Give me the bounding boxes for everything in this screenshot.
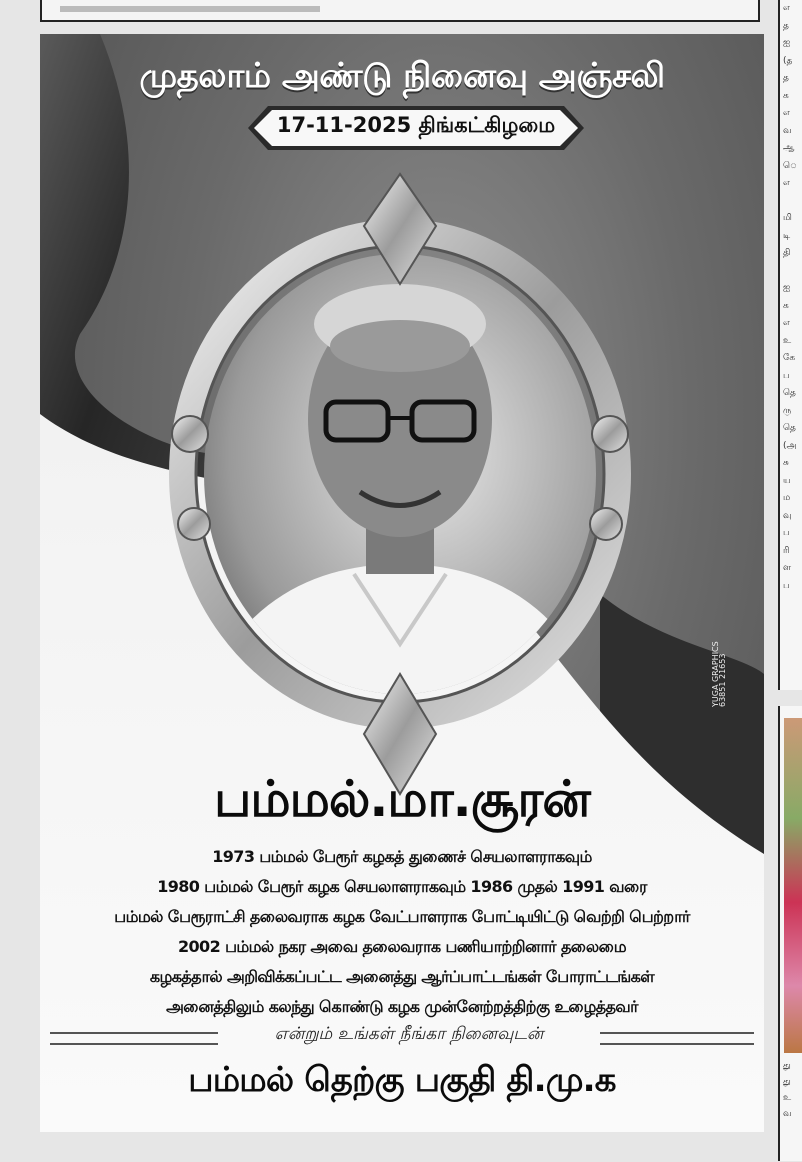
column-fragment: க bbox=[783, 90, 789, 101]
column-fragment: து bbox=[783, 1077, 791, 1087]
svg-text:63851 21653: 63851 21653 bbox=[718, 653, 727, 707]
column-fragment: டி bbox=[783, 230, 791, 241]
column-fragment: வு bbox=[783, 510, 792, 521]
divider-right bbox=[600, 1032, 754, 1045]
column-fragment bbox=[780, 193, 802, 211]
bio-line: பம்மல் பேரூராட்சி தலைவராக கழக வேட்பாளராக போட்டியிட்டு வெற்றி பெற்றார் bbox=[114, 907, 690, 926]
designer-watermark bbox=[712, 599, 726, 709]
portrait-frame bbox=[154, 174, 694, 794]
tagline-row bbox=[40, 1024, 764, 1050]
column-fragment bbox=[780, 263, 802, 281]
memorial-date: 17-11-2025 திங்கட்கிழமை bbox=[276, 113, 556, 137]
column-fragment: தெ bbox=[783, 423, 796, 433]
memorial-heading: முதலாம் அண்டு நினைவு அஞ்சலி bbox=[139, 56, 665, 96]
column-fragment: ஐ bbox=[783, 38, 791, 48]
column-fragment: வ bbox=[783, 125, 792, 136]
previous-article-box bbox=[40, 0, 760, 22]
frame-scroll-left bbox=[172, 416, 208, 452]
column-fragment: உ bbox=[783, 1093, 792, 1103]
column-fragment: உ bbox=[783, 335, 792, 346]
text-fragment bbox=[60, 6, 320, 12]
organization-name: பம்மல் தெற்கு பகுதி தி.மு.க bbox=[188, 1060, 616, 1100]
column-fragment: வ bbox=[783, 1109, 792, 1119]
column-fragment: எ bbox=[783, 178, 791, 188]
column-fragment: ள bbox=[783, 563, 792, 573]
divider-left bbox=[50, 1032, 218, 1045]
column-fragment: ப bbox=[783, 580, 790, 591]
memorial-advertisement bbox=[40, 34, 764, 1132]
column-fragment: ய bbox=[783, 475, 791, 486]
bio-line: 1980 பம்மல் பேரூர் கழக செயலாளராகவும் 1986 முதல் 1991 வரை bbox=[157, 877, 647, 896]
adjacent-photo bbox=[784, 718, 802, 1053]
column-fragment: எ bbox=[783, 3, 791, 13]
frame-scroll-right bbox=[592, 416, 628, 452]
adjacent-caption bbox=[783, 1058, 792, 1122]
tagline: என்றும் உங்கள் நீங்கா நினைவுடன் bbox=[274, 1024, 544, 1044]
column-fragment: எ bbox=[783, 318, 791, 328]
biography bbox=[40, 842, 764, 1022]
column-fragment: த bbox=[783, 20, 789, 31]
deceased-name: பம்மல்.மா.சூரன் bbox=[214, 770, 590, 828]
column-fragment: (த bbox=[783, 55, 793, 66]
column-fragment: ஆ bbox=[783, 143, 795, 153]
column-fragment: க bbox=[783, 300, 789, 311]
bio-line: கழகத்தால் அறிவிக்கப்பட்ட அனைத்து ஆர்ப்பாட்டங்கள் போராட்டங்கள் bbox=[149, 967, 655, 986]
column-fragment: மி bbox=[783, 213, 792, 223]
bio-line: 2002 பம்மல் நகர அவை தலைவராக பணியாற்றினார் தலைமை bbox=[177, 937, 627, 956]
column-fragment: ெ bbox=[783, 160, 797, 171]
adjacent-column-text bbox=[778, 0, 802, 690]
column-fragment: (அ bbox=[783, 440, 797, 451]
column-fragment: ரி bbox=[783, 545, 790, 556]
column-fragment: கே bbox=[783, 353, 796, 363]
column-fragment: ப bbox=[783, 528, 790, 538]
column-fragment: சு bbox=[783, 458, 789, 468]
column-fragment: தி bbox=[783, 248, 791, 258]
bio-line: அனைத்திலும் கலந்து கொண்டு கழக முன்னேற்றத்திற்கு உழைத்தவர் bbox=[166, 997, 638, 1016]
column-fragment: எ bbox=[783, 108, 791, 118]
adjacent-column-photo-article bbox=[778, 706, 802, 1161]
column-fragment: தெ bbox=[783, 388, 796, 398]
column-fragment: ம bbox=[783, 493, 791, 503]
column-fragment: ஐ bbox=[783, 283, 791, 293]
bio-line: 1973 பம்மல் பேரூர் கழகத் துணைச் செயலாளராகவும் bbox=[212, 847, 592, 866]
column-fragment: து bbox=[783, 1061, 791, 1071]
column-fragment: த bbox=[783, 73, 789, 83]
column-fragment: ரு bbox=[783, 405, 792, 416]
svg-text:YUGA GRAPHICS: YUGA GRAPHICS bbox=[711, 641, 720, 707]
column-fragment: ப bbox=[783, 370, 790, 381]
